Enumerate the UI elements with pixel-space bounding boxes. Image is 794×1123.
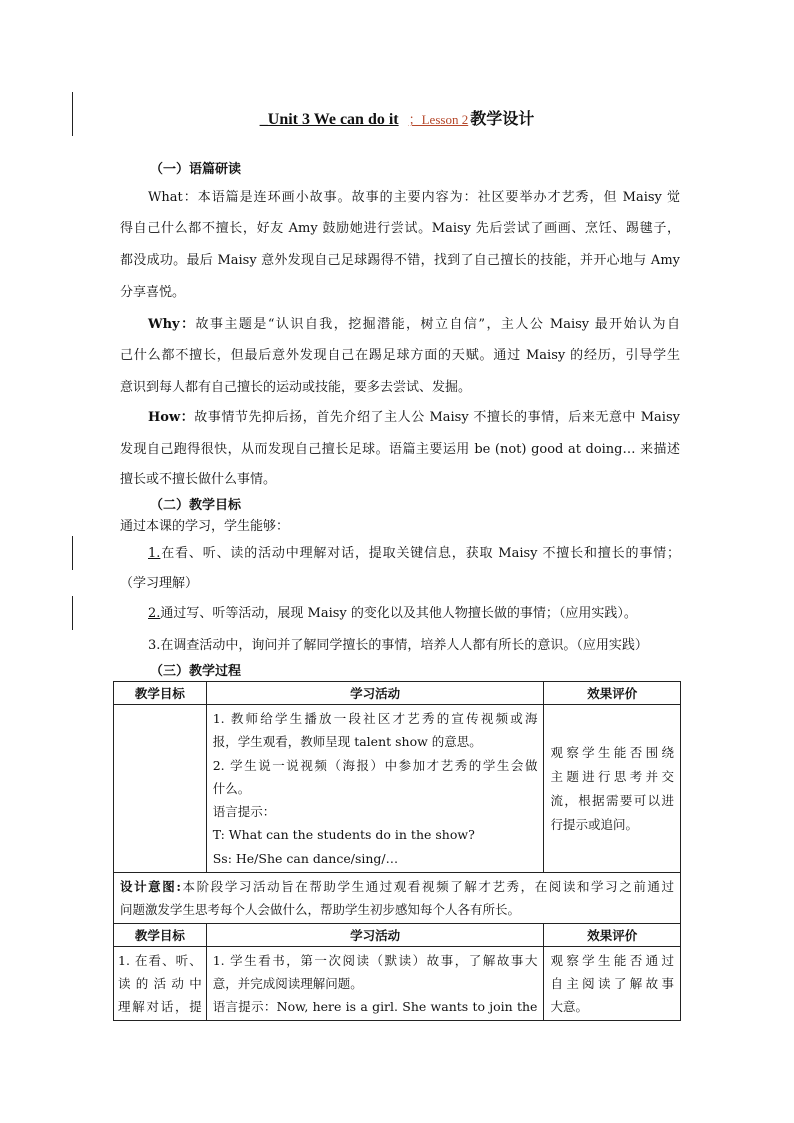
how-line: 发现自己跑得很快，从而发现自己擅长足球。语篇主要运用 be (not) good at doing… 来描述 — [120, 442, 680, 457]
what-line: What：本语篇是连环画小故事。故事的主要内容为：社区要举办才艺秀，但 Maisy 觉 — [148, 190, 680, 205]
table-header-row — [114, 682, 681, 705]
goal-line: 1. 在看、听、 — [118, 953, 202, 969]
table-row — [114, 705, 681, 873]
activity-line: T: What can the students do in the show? — [212, 827, 475, 843]
header-goal: 教学目标 — [114, 924, 207, 947]
table-row — [114, 947, 681, 1021]
header-activity: 学习活动 — [206, 682, 544, 705]
row1-activities — [206, 705, 544, 873]
goal-line: 理解对话，提 — [118, 999, 202, 1015]
why-line: 己什么都不擅长，但最后意外发现自己在踢足球方面的天赋。通过 Maisy 的经历，引导学生 — [120, 348, 680, 363]
how-text: 故事情节先抑后扬，首先介绍了主人公 Maisy 不擅长的事情，后来无意中 Maisy — [194, 410, 680, 425]
evaluation-line: 观察学生能否围绕 — [550, 744, 674, 760]
goal-2-text: 通过写、听等活动，展现 Maisy 的变化以及其他人物擅长做的事情；（应用实践）。 — [160, 606, 637, 621]
teaching-process-table — [113, 681, 681, 1021]
design-line: 问题激发学生思考每个人会做什么，帮助学生初步感知每个人各有所长。 — [120, 902, 521, 918]
activity-line: 什么。 — [212, 780, 251, 796]
design-intent — [114, 873, 681, 924]
how-line — [148, 410, 680, 426]
activity-line: 1. 教师给学生播放一段社区才艺秀的宣传视频或海 — [212, 711, 538, 726]
table-header-row — [114, 924, 681, 947]
row2-evaluation — [544, 947, 681, 1021]
why-label: Why： — [148, 317, 196, 332]
activity-line: 1. 学生看书，第一次阅读（默读）故事，了解故事大 — [212, 953, 538, 969]
evaluation-line: 自主阅读了解故事 — [550, 976, 674, 992]
header-activity: 学习活动 — [206, 924, 544, 947]
what-line: 分享喜悦。 — [120, 285, 186, 300]
title-lesson: ；Lesson 2 — [408, 112, 469, 127]
page-title — [0, 106, 794, 129]
evaluation-line: 行提示或追问。 — [550, 816, 638, 832]
why-text: 故事主题是“认识自我，挖掘潜能，树立自信”，主人公 Maisy 最开始认为自 — [195, 317, 680, 332]
goal-1-text: 在看、听、读的活动中理解对话，提取关键信息，获取 Maisy 不擅长和擅长的事情； — [160, 546, 680, 561]
header-evaluation: 效果评价 — [544, 682, 681, 705]
margin-mark — [72, 536, 73, 570]
goal-2-number: 2. — [148, 606, 161, 621]
goal-2 — [148, 606, 708, 622]
what-line: 都没成功。最后 Maisy 意外发现自己足球踢得不错，找到了自己擅长的技能，并开心地与 Amy — [120, 253, 680, 268]
goals-intro: 通过本课的学习，学生能够： — [120, 519, 290, 534]
section3-heading: （三）教学过程 — [150, 664, 242, 679]
row1-evaluation — [544, 705, 681, 873]
goal-1-number: 1. — [148, 546, 161, 561]
header-goal: 教学目标 — [114, 682, 207, 705]
row2-goal — [114, 947, 207, 1021]
section2-heading: （二）教学目标 — [150, 498, 242, 513]
activity-line: 2. 学生说一说视频（海报）中参加才艺秀的学生会做 — [212, 757, 538, 773]
activity-line: 语言提示：Now, here is a girl. She wants to join the — [212, 999, 538, 1015]
activity-line: 语言提示： — [212, 804, 276, 820]
section1-heading: （一）语篇研读 — [150, 162, 242, 177]
evaluation-line: 流，根据需要可以进 — [550, 792, 674, 808]
row1-goal — [114, 705, 207, 873]
how-line: 擅长或不擅长做什么事情。 — [120, 472, 277, 487]
row2-activities — [206, 947, 544, 1021]
why-line: 意识到每人都有自己擅长的运动或技能，要多去尝试、发掘。 — [120, 380, 472, 395]
design-intent-row — [114, 873, 681, 924]
title-suffix: 教学设计 — [470, 111, 535, 128]
margin-mark — [72, 596, 73, 630]
evaluation-line: 大意。 — [550, 999, 588, 1015]
why-line — [148, 317, 680, 333]
design-label: 设计意图: — [120, 879, 181, 895]
header-evaluation: 效果评价 — [544, 924, 681, 947]
activity-line: Ss: He/She can dance/sing/… — [212, 850, 399, 866]
how-label: How： — [148, 410, 195, 425]
goal-line: 读的活动中 — [118, 976, 202, 992]
title-unit: _Unit 3 We can do it — [259, 111, 399, 128]
activity-line: 意，并完成阅读理解问题。 — [212, 976, 363, 992]
goal-1-type: （学习理解） — [120, 576, 199, 591]
design-line: 设计意图:本阶段学习活动旨在帮助学生通过观看视频了解才艺秀，在阅读和学习之前通过 — [120, 879, 674, 895]
goal-3: 3.在调查活动中，询问并了解同学擅长的事情，培养人人都有所长的意识。（应用实践） — [148, 638, 648, 653]
evaluation-line: 主题进行思考并交 — [550, 768, 674, 784]
evaluation-line: 观察学生能否通过 — [550, 953, 674, 969]
goal-1 — [148, 546, 680, 562]
what-line: 得自己什么都不擅长，好友 Amy 鼓励她进行尝试。Maisy 先后尝试了画画、烹饪、踢毽子， — [120, 221, 680, 236]
activity-line: 报，学生观看，教师呈现 talent show 的意思。 — [212, 734, 482, 750]
